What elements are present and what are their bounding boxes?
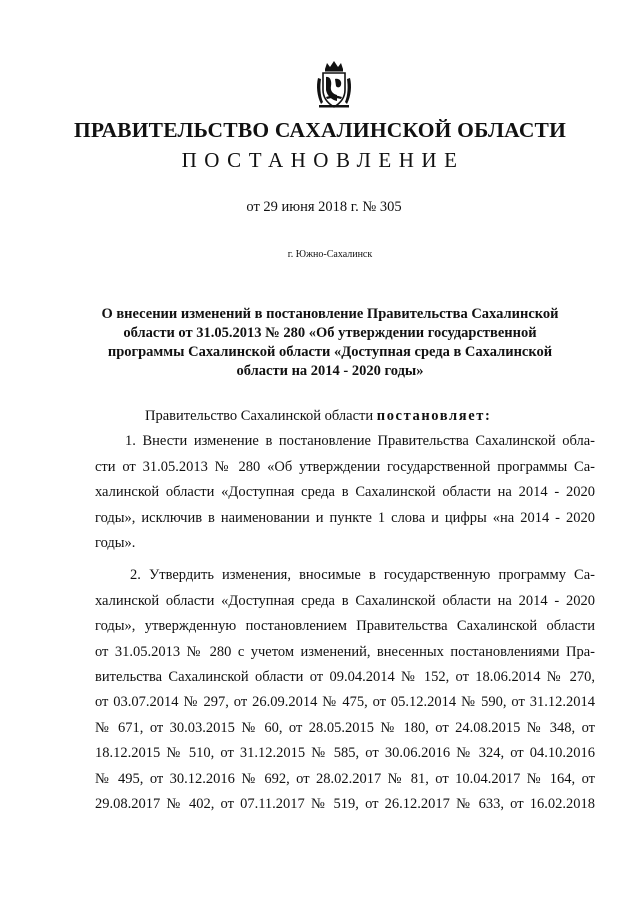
intro-colon: : — [484, 408, 492, 424]
paragraph-line: от 03.07.2014 № 297, от 26.09.2014 № 475, от 05.12.2014 № 590, от 31.12.2014 — [95, 694, 595, 711]
document-city: г. Южно-Сахалинск — [287, 249, 373, 260]
paragraph-line: от 31.05.2013 № 280 с учетом изменений, внесенных постановлениями Пра- — [95, 643, 595, 660]
document-date-number: от 29 июня 2018 г. № 305 — [246, 199, 402, 215]
document-body — [95, 404, 595, 818]
paragraph-line: халинской области «Доступная среда в Сахалинской области на 2014 - 2020 — [95, 484, 595, 501]
paragraph-line: халинской области «Доступная среда в Сахалинской области на 2014 - 2020 — [95, 592, 595, 609]
paragraph-line: 1. Внести изменение в постановление Правительства Сахалинской обла- — [125, 433, 595, 450]
paragraph-line: годы», утвержденную постановлением Правительства Сахалинской области — [95, 618, 595, 635]
government-title: ПРАВИТЕЛЬСТВО САХАЛИНСКОЙ ОБЛАСТИ — [73, 118, 567, 142]
paragraph-line: годы», исключив в наименовании и пункте 1 слова и цифры «на 2014 - 2020 — [95, 509, 595, 526]
document-type-heading: ПОСТАНОВЛЕНИЕ — [181, 148, 465, 172]
paragraph-line: № 495, от 30.12.2016 № 692, от 28.02.2017 № 81, от 10.04.2017 № 164, от — [95, 770, 595, 787]
intro-text: Правительство Сахалинской области — [145, 408, 377, 424]
paragraph-line: 29.08.2017 № 402, от 07.11.2017 № 519, от 26.12.2017 № 633, от 16.02.2018 — [95, 796, 595, 813]
paragraph-line: сти от 31.05.2013 № 280 «Об утверждении государственной программы Са- — [95, 458, 595, 475]
paragraph-line: 18.12.2015 № 510, от 31.12.2015 № 585, от 30.06.2016 № 324, от 04.10.2016 — [95, 745, 595, 762]
intro-paragraph — [95, 404, 595, 429]
intro-emphasis: постановляет — [376, 408, 485, 424]
coat-of-arms-icon — [315, 60, 353, 110]
paragraph-line: № 671, от 30.03.2015 № 60, от 28.05.2015 № 180, от 24.08.2015 № 348, от — [95, 719, 595, 736]
paragraph-1 — [95, 429, 595, 556]
paragraph-line: 2. Утвердить изменения, вносимые в государственную программу Са- — [130, 567, 595, 584]
paragraph-line: годы». — [95, 535, 136, 552]
document-subject: О внесении изменений в постановление Правительства Сахалинской области от 31.05.2013 № 280 «Об утверждении государственной программы Сахалинской области «Доступная среда в Сахалинской области на 2014 - 2020 годы» — [101, 306, 559, 379]
paragraph-2 — [95, 563, 595, 817]
paragraph-line: вительства Сахалинской области от 09.04.2014 № 152, от 18.06.2014 № 270, — [95, 669, 595, 686]
